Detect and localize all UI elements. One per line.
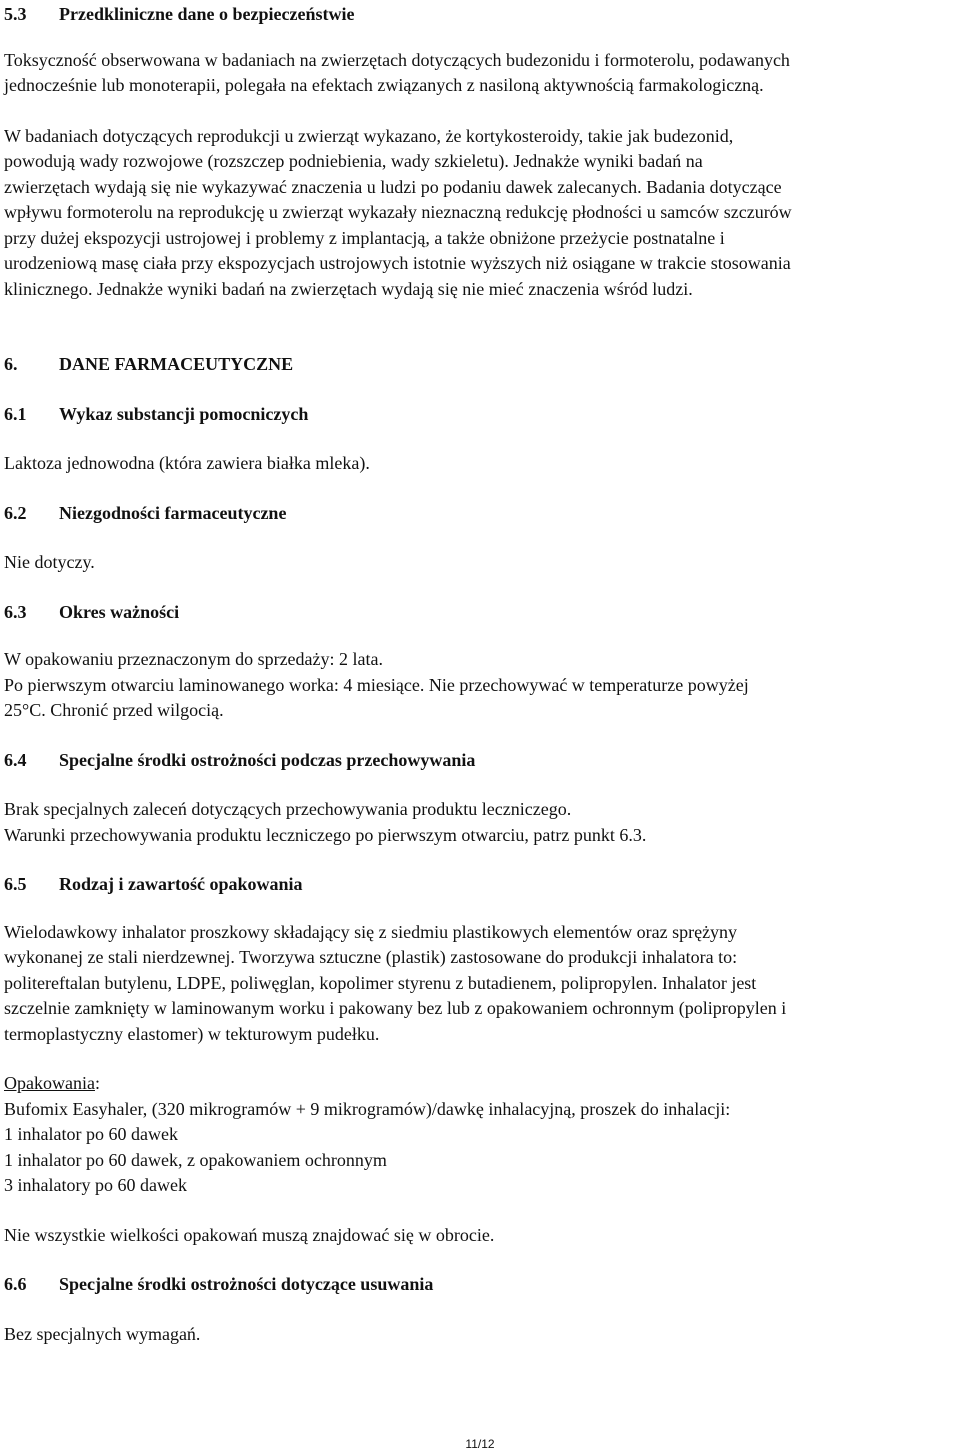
section-title: Specjalne środki ostrożności dotyczące usuwania — [59, 1274, 434, 1294]
packs-list — [4, 1097, 956, 1199]
document-page — [4, 0, 956, 1347]
section-number: 6.2 — [4, 502, 27, 523]
text-line: Wielodawkowy inhalator proszkowy składający się z siedmiu plastikowych elementów oraz sprężyny — [4, 921, 738, 942]
text-line: Toksyczność obserwowana w badaniach na zwierzętach dotyczących budezonidu i formoterolu, podawanych — [4, 49, 790, 70]
spacer — [4, 724, 956, 748]
section-6-heading — [4, 352, 956, 378]
excipients-text — [4, 451, 956, 477]
text-line: zwierzętach wydają się nie wykazywać znaczenia u ludzi po podaniu dawek zalecanych. Badania dotyczące — [4, 176, 782, 197]
spacer — [4, 526, 956, 550]
section-6-3-heading — [4, 600, 956, 626]
text-line: Laktoza jednowodna (która zawiera białka mleka). — [4, 453, 370, 473]
spacer — [4, 427, 956, 451]
container-paragraph — [4, 920, 956, 1048]
text-line: urodzeniową masę ciała przy ekspozycjach ustrojowych istotnie wyższych niż osiągane w trakcie stosowania — [4, 253, 791, 273]
spacer — [4, 576, 956, 600]
text-line: politereftalan butylenu, LDPE, poliwęglan, kopolimer styrenu z butadienem, polipropylen. Inhalator jest — [4, 972, 757, 993]
section-number: 6.5 — [4, 874, 27, 894]
spacer — [4, 1298, 956, 1322]
section-title: Specjalne środki ostrożności podczas przechowywania — [59, 749, 476, 770]
storage-paragraph — [4, 797, 956, 848]
spacer — [4, 898, 956, 920]
text-line: 1 inhalator po 60 dawek — [4, 1124, 178, 1144]
disposal-text — [4, 1322, 956, 1348]
text-line: powodują wady rozwojowe (rozszczep podniebienia, wady szkieletu). Jednakże wyniki badań na — [4, 151, 703, 171]
text-line: Bez specjalnych wymagań. — [4, 1323, 201, 1344]
section-title: Rodzaj i zawartość opakowania — [59, 874, 303, 894]
section-number: 5.3 — [4, 4, 27, 24]
spacer — [4, 625, 956, 647]
section-title: Przedkliniczne dane o bezpieczeństwie — [59, 4, 355, 24]
text-line: jednocześnie lub monoterapii, polegała na efektach związanych z nasiloną aktywnością farmakologiczną. — [4, 75, 764, 95]
text-line: klinicznego. Jednakże wyniki badań na zwierzętach wydają się nie mieć znaczenia wśród ludzi. — [4, 278, 693, 299]
packs-label — [4, 1071, 956, 1097]
text-line: W badaniach dotyczących reprodukcji u zwierząt wykazano, że kortykosteroidy, takie jak budezonid, — [4, 125, 734, 146]
packs-availability-note — [4, 1223, 956, 1249]
section-number: 6. — [4, 354, 18, 374]
text-line: Brak specjalnych zaleceń dotyczących przechowywania produktu leczniczego. — [4, 799, 572, 819]
spacer — [4, 1248, 956, 1272]
text-line: 3 inhalatory po 60 dawek — [4, 1175, 187, 1195]
text-line: Warunki przechowywania produktu leczniczego po pierwszym otwarciu, patrz punkt 6.3. — [4, 824, 647, 845]
text-line: wpływu formoterolu na reprodukcję u zwierząt wykazały nieznaczną redukcję płodności u samców szczurów — [4, 202, 792, 222]
section-6-6-heading — [4, 1272, 956, 1298]
text-line: 25°C. Chronić przed wilgocią. — [4, 700, 224, 720]
section-6-1-heading — [4, 402, 956, 428]
section-title: DANE FARMACEUTYCZNE — [59, 354, 294, 374]
spacer — [4, 99, 956, 124]
spacer — [4, 28, 956, 48]
text-line: W opakowaniu przeznaczonym do sprzedaży: 2 lata. — [4, 649, 384, 669]
text-line: Nie dotyczy. — [4, 552, 95, 572]
section-6-2-heading — [4, 501, 956, 527]
text-line: 1 inhalator po 60 dawek, z opakowaniem ochronnym — [4, 1149, 387, 1170]
text-line: termoplastyczny elastomer) w tekturowym pudełku. — [4, 1023, 380, 1044]
shelf-life-paragraph — [4, 647, 956, 724]
spacer — [4, 378, 956, 402]
spacer — [4, 1199, 956, 1223]
section-5-3-paragraph-2 — [4, 124, 956, 303]
incompatibilities-text — [4, 550, 956, 576]
section-title: Niezgodności farmaceutyczne — [59, 502, 287, 523]
section-number: 6.4 — [4, 749, 27, 770]
spacer — [4, 302, 956, 352]
spacer — [4, 477, 956, 501]
section-5-3-heading — [4, 2, 956, 28]
text-line: przy dużej ekspozycji ustrojowej i problemy z implantacją, a także obniżone przeżycie postnatalne i — [4, 227, 725, 248]
text-line: szczelnie zamknięty w laminowanym worku i pakowany bez lub z opakowaniem ochronnym (polipropylen i — [4, 998, 787, 1018]
section-title: Wykaz substancji pomocniczych — [59, 403, 309, 424]
packs-label-colon: : — [94, 1073, 100, 1093]
section-5-3-paragraph-1 — [4, 48, 956, 99]
text-line: wykonanej ze stali nierdzewnej. Tworzywa sztuczne (plastik) zastosowane do produkcji inhalatora to: — [4, 947, 738, 967]
section-number: 6.1 — [4, 403, 27, 424]
text-line: Bufomix Easyhaler, (320 mikrogramów + 9 mikrogramów)/dawkę inhalacyjną, proszek do inhalacji: — [4, 1098, 731, 1119]
section-6-4-heading — [4, 748, 956, 774]
spacer — [4, 773, 956, 797]
packs-label-text: Opakowania — [4, 1073, 95, 1093]
section-6-5-heading — [4, 872, 956, 898]
spacer — [4, 1047, 956, 1071]
section-number: 6.6 — [4, 1274, 27, 1294]
spacer — [4, 848, 956, 872]
text-line: Nie wszystkie wielkości opakowań muszą znajdować się w obrocie. — [4, 1224, 495, 1245]
text-line: Po pierwszym otwarciu laminowanego worka: 4 miesiące. Nie przechowywać w temperaturze powyżej — [4, 674, 749, 695]
section-title: Okres ważności — [59, 601, 180, 622]
page-number: 11/12 — [465, 1437, 495, 1451]
section-number: 6.3 — [4, 601, 27, 622]
